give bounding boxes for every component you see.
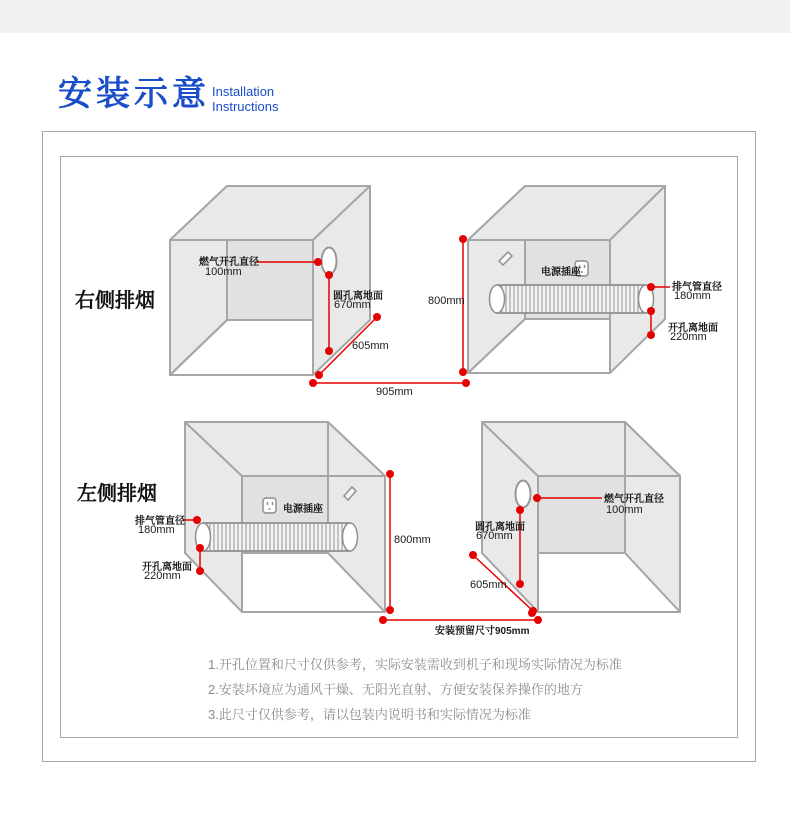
page-title-en-line1: Installation xyxy=(212,84,275,99)
exhaust-pipe xyxy=(196,523,358,551)
dimension-dot xyxy=(386,606,394,614)
opening-height-label: 开孔离地面 xyxy=(142,562,192,573)
depth-dimension-value: 605mm xyxy=(470,579,507,591)
reserved-size-label: 安装预留尺寸905mm xyxy=(435,626,530,637)
gas-hole xyxy=(516,481,531,508)
round-hole-height-label: 圆孔离地面 xyxy=(333,291,383,302)
note-line-2: 2.安装坏境应为通风干燥、无阳光直射、方便安装保养操作的地方 xyxy=(208,682,583,697)
round-hole-height-value: 670mm xyxy=(334,299,371,311)
note-line-1: 1.开孔位置和尺寸仅供参考，实际安装需收到机子和现场实际情况为标准 xyxy=(208,657,622,672)
dimension-dot xyxy=(516,580,524,588)
dimension-dot xyxy=(462,379,470,387)
exhaust-pipe-diameter-value: 180mm xyxy=(674,290,711,302)
dimension-dot xyxy=(373,313,381,321)
gas-hole-diameter-value: 100mm xyxy=(606,504,643,516)
height-dimension-value: 800mm xyxy=(394,534,431,546)
dimension-dot xyxy=(379,616,387,624)
pipe-end xyxy=(490,285,505,313)
dimension-dot xyxy=(469,551,477,559)
gas-hole xyxy=(322,248,337,275)
dimension-dot xyxy=(196,567,204,575)
installation-notes xyxy=(208,652,648,727)
dimension-dot xyxy=(459,235,467,243)
box-right-face xyxy=(625,422,680,612)
depth-dimension-value: 605mm xyxy=(352,340,389,352)
dimension-dot xyxy=(528,609,536,617)
round-hole-height-label: 圆孔离地面 xyxy=(475,522,525,533)
dimension-dot xyxy=(534,616,542,624)
height-dimension-value: 800mm xyxy=(428,295,465,307)
dimension-dot xyxy=(459,368,467,376)
pipe-corrugation xyxy=(497,285,646,313)
exhaust-pipe-diameter-label: 排气管直径 xyxy=(672,282,722,293)
gas-hole-diameter-value: 100mm xyxy=(205,266,242,278)
page-title: 安装示意 xyxy=(58,75,210,113)
top-right-box-diagram xyxy=(468,186,665,373)
opening-height-value: 220mm xyxy=(144,570,181,582)
top-left-box-diagram xyxy=(170,186,370,375)
dimension-dot xyxy=(647,331,655,339)
section-label-right-exhaust: 右侧排烟 xyxy=(75,290,155,312)
dimension-dot xyxy=(193,516,201,524)
exhaust-pipe-diameter-label: 排气管直径 xyxy=(135,516,185,527)
dimension-dot xyxy=(315,371,323,379)
opening-height-label: 开孔离地面 xyxy=(668,323,718,334)
power-socket-label: 电源插座 xyxy=(283,504,323,515)
page-title-en-line2: Instructions xyxy=(212,99,279,114)
gas-hole-diameter-label: 燃气开孔直径 xyxy=(604,494,664,505)
dimension-dot xyxy=(386,470,394,478)
pipe-corrugation xyxy=(203,523,350,551)
box-right-face xyxy=(328,422,385,612)
note-line-3: 3.此尺寸仅供参考，请以包装内说明书和实际情况为标准 xyxy=(208,707,531,722)
exhaust-pipe xyxy=(490,285,654,313)
round-hole-height-value: 670mm xyxy=(476,530,513,542)
dimension-dot xyxy=(309,379,317,387)
power-socket-icon xyxy=(263,498,276,513)
bottom-left-box-diagram xyxy=(185,422,385,612)
gas-hole-diameter-label: 燃气开孔直径 xyxy=(199,257,259,268)
width-dimension-value: 905mm xyxy=(376,386,413,398)
dimension-dot xyxy=(325,347,333,355)
section-label-left-exhaust: 左侧排烟 xyxy=(77,483,157,505)
bottom-right-box-diagram xyxy=(482,422,680,612)
power-socket-label: 电源插座 xyxy=(541,267,581,278)
dimension-dot xyxy=(314,258,322,266)
pipe-end xyxy=(343,523,358,551)
opening-height-value: 220mm xyxy=(670,331,707,343)
exhaust-pipe-diameter-value: 180mm xyxy=(138,524,175,536)
